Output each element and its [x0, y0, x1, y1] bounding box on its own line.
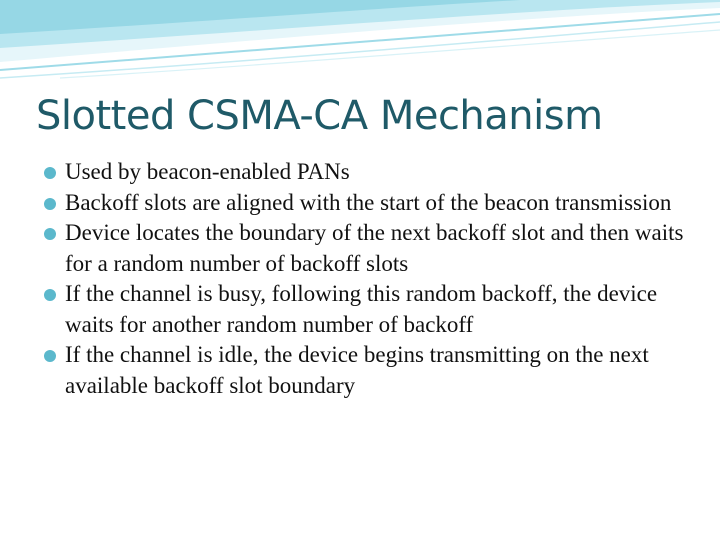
- bullet-item: [44, 218, 684, 279]
- bullet-dot-icon: [44, 289, 56, 301]
- bullet-item: [44, 340, 684, 401]
- bullet-item: [44, 188, 684, 219]
- bullet-dot-icon: [44, 167, 56, 179]
- bullet-text: Backoff slots are aligned with the start of the beacon transmission: [65, 189, 672, 215]
- bullet-item: [44, 157, 684, 188]
- bullet-text: If the channel is busy, following this random backoff, the device waits for another random number of backoff: [65, 281, 658, 337]
- header-swoosh-decoration: [0, 0, 720, 90]
- bullet-text: If the channel is idle, the device begins transmitting on the next available backoff slot boundary: [65, 342, 649, 398]
- bullet-dot-icon: [44, 228, 56, 240]
- bullet-item: [44, 279, 684, 340]
- bullet-dot-icon: [44, 198, 56, 210]
- bullet-text: Used by beacon-enabled PANs: [65, 159, 350, 184]
- slide-title: Slotted CSMA-CA Mechanism: [36, 93, 603, 139]
- bullet-text: Device locates the boundary of the next backoff slot and then waits for a random number of backoff slots: [65, 220, 684, 276]
- bullet-list: [44, 157, 684, 401]
- bullet-dot-icon: [44, 350, 56, 362]
